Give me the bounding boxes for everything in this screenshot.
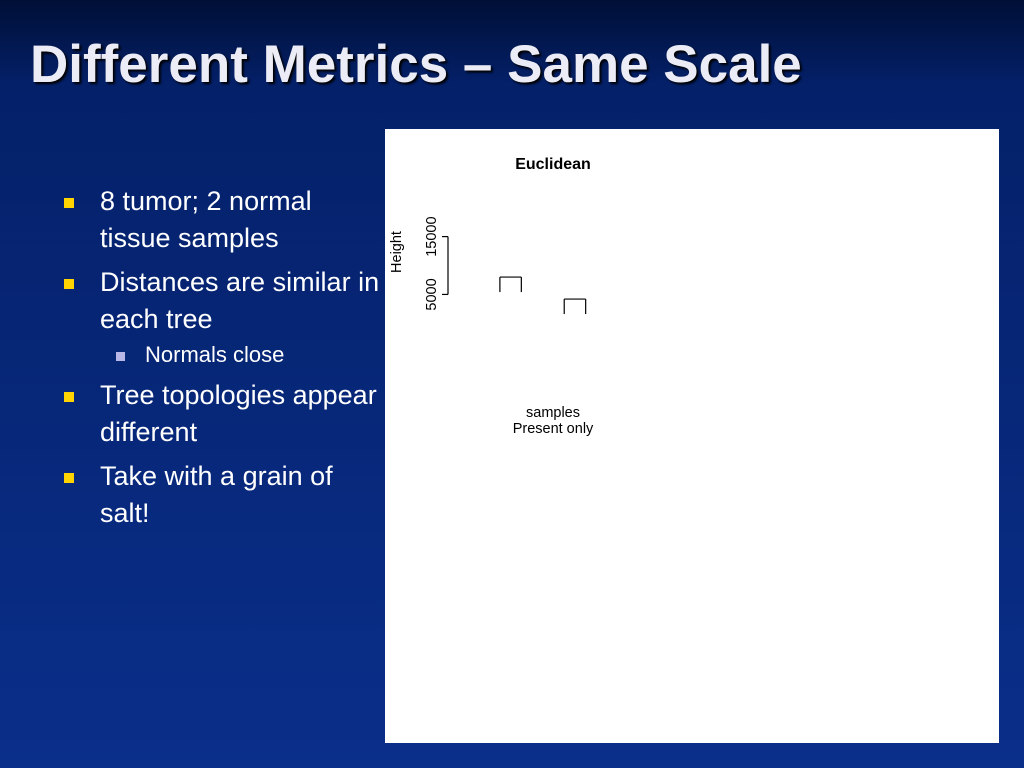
chart-title: Euclidean: [515, 156, 591, 173]
bullet-item: [62, 458, 380, 532]
slide-title: Different Metrics – Same Scale: [30, 35, 802, 94]
sub-bullet-item: [62, 340, 380, 370]
bullet-item: [62, 264, 380, 370]
bullet-square-icon: [64, 392, 74, 402]
sub-label: Present only: [512, 421, 594, 437]
sub-bullet-square-icon: [116, 352, 125, 361]
sub-bullet-list: [100, 340, 380, 370]
y-tick-label: 15000: [424, 216, 440, 257]
bullet-text: 8 tumor; 2 normal tissue samples: [100, 186, 312, 253]
bullet-item: [62, 183, 380, 257]
dendrogram-canvas: [385, 129, 999, 743]
y-tick-label: 5000: [424, 278, 440, 311]
bullet-square-icon: [64, 198, 74, 208]
bullet-item: [62, 377, 380, 451]
bullet-square-icon: [64, 473, 74, 483]
x-axis-label: samples: [526, 405, 580, 421]
bullet-text: Tree topologies appear different: [100, 380, 377, 447]
bullet-text: Distances are similar in each tree: [100, 267, 380, 334]
bullet-text: Take with a grain of salt!: [100, 461, 333, 528]
bullet-square-icon: [64, 279, 74, 289]
bullet-list: [62, 183, 380, 539]
dendrogram-figure: [385, 129, 999, 743]
sub-bullet-text: Normals close: [145, 342, 285, 367]
y-axis-label: Height: [389, 231, 405, 273]
